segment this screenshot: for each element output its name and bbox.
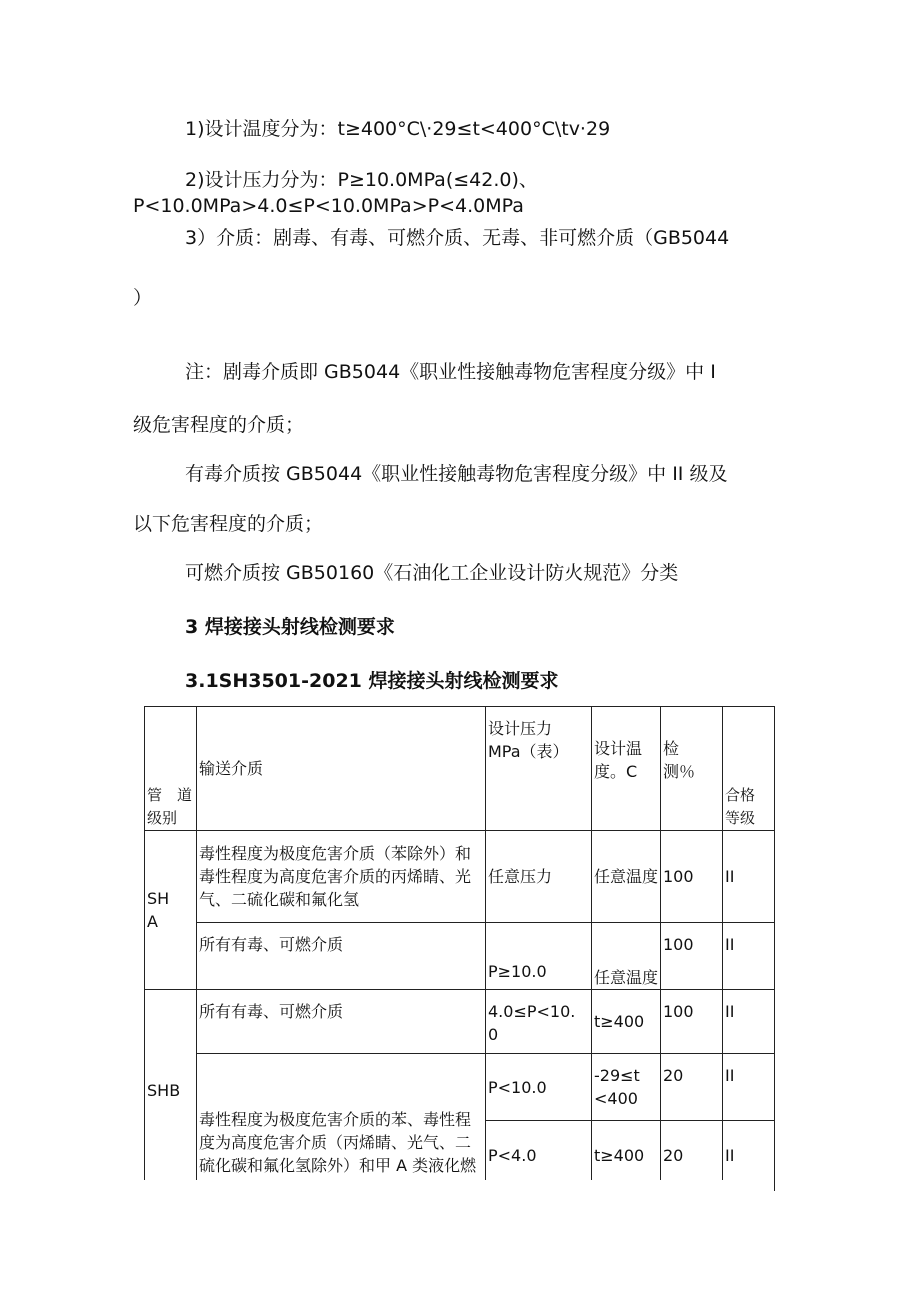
header-medium bbox=[197, 707, 486, 831]
medium-line: 气、二硫化碳和氟化氢 bbox=[199, 890, 360, 909]
paragraph-medium: 3）介质：剧毒、有毒、可燃介质、无毒、非可燃介质（GB5044 bbox=[185, 227, 730, 249]
detection-value: 20 bbox=[663, 1146, 684, 1165]
grade-shb-value: SHB bbox=[147, 1080, 181, 1100]
temperature-cell bbox=[592, 923, 661, 990]
detection-cell bbox=[661, 831, 723, 923]
header-pipe-grade-line1: 管 道 bbox=[147, 786, 193, 804]
qualification-value: II bbox=[725, 1146, 735, 1165]
pressure-cell bbox=[486, 923, 592, 990]
qualification-value: II bbox=[725, 867, 735, 886]
section-heading: 3 焊接接头射线检测要求 bbox=[185, 616, 395, 638]
table-row bbox=[145, 1054, 775, 1121]
qualification-value: II bbox=[725, 1066, 735, 1085]
detection-value: 100 bbox=[663, 935, 694, 954]
temperature-cell bbox=[592, 990, 661, 1054]
note-toxic: 有毒介质按 GB5044《职业性接触毒物危害程度分级》中 II 级及 bbox=[185, 463, 728, 485]
pressure-line: 4.0≤P<10. bbox=[488, 1002, 576, 1021]
temperature-line: <400 bbox=[594, 1089, 638, 1108]
paragraph-design-temperature: 1)设计温度分为：t≥400°C\·29≤t<400°C\tv·29 bbox=[185, 118, 611, 140]
header-qualification-grade bbox=[723, 707, 775, 831]
table-row bbox=[145, 990, 775, 1054]
header-detection-line2: 测％ bbox=[663, 762, 696, 781]
table-header-row bbox=[145, 707, 775, 831]
medium-value: 所有有毒、可燃介质 bbox=[199, 1002, 344, 1021]
qualification-cell bbox=[723, 923, 775, 990]
detection-cell bbox=[661, 923, 723, 990]
subsection-heading: 3.1SH3501-2021 焊接接头射线检测要求 bbox=[185, 670, 559, 692]
temperature-value: 任意温度 bbox=[594, 968, 659, 987]
detection-value: 100 bbox=[663, 1002, 694, 1021]
pressure-value: P≥10.0 bbox=[488, 962, 547, 981]
pressure-value: 任意压力 bbox=[488, 867, 553, 886]
qualification-cell bbox=[723, 831, 775, 923]
page-bottom-margin bbox=[144, 1180, 774, 1301]
detection-cell bbox=[661, 1054, 723, 1121]
paragraph-design-pressure-cont: P<10.0MPa>4.0≤P<10.0MPa>P<4.0MPa bbox=[133, 195, 524, 217]
qualification-value: II bbox=[725, 935, 735, 954]
pressure-line: 0 bbox=[488, 1025, 499, 1044]
medium-cell bbox=[197, 831, 486, 923]
note-toxic-cont: 以下危害程度的介质； bbox=[133, 513, 324, 535]
medium-line: 毒性程度为极度危害介质（苯除外）和 bbox=[199, 844, 472, 863]
header-temperature-line2: 度。C bbox=[594, 762, 638, 781]
header-temperature bbox=[592, 707, 661, 831]
header-medium-text: 输送介质 bbox=[199, 759, 264, 778]
header-detection-line1: 检 bbox=[663, 739, 680, 758]
detection-value: 100 bbox=[663, 867, 694, 886]
pressure-value: P<4.0 bbox=[488, 1146, 537, 1165]
medium-cell bbox=[197, 1054, 486, 1191]
paragraph-medium-cont: ） bbox=[133, 287, 153, 309]
table-row bbox=[145, 923, 775, 990]
pressure-cell bbox=[486, 1054, 592, 1121]
header-pressure bbox=[486, 707, 592, 831]
medium-cell bbox=[197, 923, 486, 990]
header-pressure-line1: 设计压力 bbox=[488, 719, 553, 738]
qualification-cell bbox=[723, 1054, 775, 1121]
note-extreme-toxic: 注：剧毒介质即 GB5044《职业性接触毒物危害程度分级》中 I bbox=[185, 361, 716, 383]
medium-line: 度为高度危害介质（丙烯睛、光气、二 bbox=[199, 1132, 472, 1152]
header-detection-ratio bbox=[661, 707, 723, 831]
header-temperature-line1: 设计温 bbox=[594, 739, 643, 758]
temperature-value: t≥400 bbox=[594, 1012, 645, 1031]
detection-cell bbox=[661, 990, 723, 1054]
paragraph-design-pressure: 2)设计压力分为：P≥10.0MPa(≤42.0)、 bbox=[185, 169, 538, 191]
temperature-value: t≥400 bbox=[594, 1146, 645, 1165]
header-qual-line1: 合格 bbox=[725, 786, 756, 804]
note-flammable: 可燃介质按 GB50160《石油化工企业设计防火规范》分类 bbox=[185, 562, 679, 584]
temperature-line: -29≤t bbox=[594, 1066, 640, 1085]
qualification-cell bbox=[723, 990, 775, 1054]
note-extreme-toxic-cont: 级危害程度的介质； bbox=[133, 414, 305, 436]
temperature-cell bbox=[592, 831, 661, 923]
pressure-cell bbox=[486, 990, 592, 1054]
grade-sha-line1: SH bbox=[147, 889, 170, 908]
grade-cell-shb bbox=[145, 990, 197, 1191]
medium-value: 所有有毒、可燃介质 bbox=[199, 935, 344, 954]
detection-value: 20 bbox=[663, 1066, 684, 1085]
header-pressure-line2: MPa（表） bbox=[488, 742, 569, 761]
grade-sha-line2: A bbox=[147, 912, 158, 931]
header-pipe-grade-line2: 级别 bbox=[147, 809, 178, 827]
header-qual-line2: 等级 bbox=[725, 809, 756, 827]
table-row bbox=[145, 831, 775, 923]
temperature-cell bbox=[592, 1054, 661, 1121]
medium-line: 毒性程度为极度危害介质的苯、毒性程 bbox=[199, 1109, 472, 1129]
medium-line: 毒性程度为高度危害介质的丙烯睛、光 bbox=[199, 867, 472, 886]
grade-cell-sha bbox=[145, 831, 197, 990]
medium-cell bbox=[197, 990, 486, 1054]
qualification-value: II bbox=[725, 1002, 735, 1021]
pressure-cell bbox=[486, 831, 592, 923]
temperature-value: 任意温度 bbox=[594, 867, 659, 886]
radiographic-test-table bbox=[144, 706, 775, 1191]
pressure-value: P<10.0 bbox=[488, 1077, 547, 1097]
medium-line: 硫化碳和氟化氢除外）和甲 A 类液化燃 bbox=[199, 1155, 477, 1175]
header-pipe-grade bbox=[145, 707, 197, 831]
